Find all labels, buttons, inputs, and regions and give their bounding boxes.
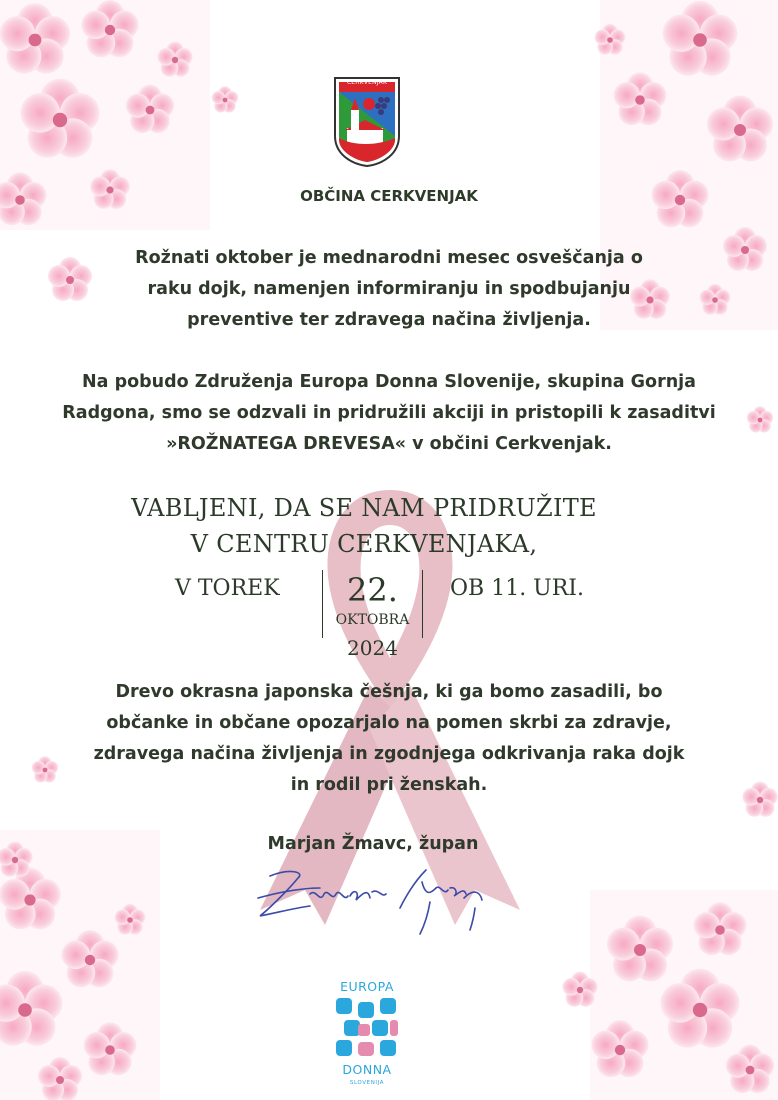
closing-line: in rodil pri ženskah. (290, 775, 488, 795)
europa-donna-logo-bottom-text: DONNA (342, 1062, 392, 1077)
closing-paragraph (40, 677, 738, 801)
initiative-line: Na pobudo Združenja Europa Donna Slovenije, skupina Gornja (82, 372, 696, 392)
intro-line: Rožnati oktober je mednarodni mesec osveščanja o (135, 248, 643, 268)
intro-line: preventive ter zdravega načina življenja. (187, 310, 591, 330)
europa-donna-logo-top-text: EUROPA (340, 979, 394, 994)
event-time: OB 11. URI. (450, 576, 584, 601)
event-weekday: V TOREK (175, 576, 280, 601)
invitation-location: V CENTRU CERKVENJAKA, (190, 530, 538, 558)
signer-name: Marjan Žmavc, župan (267, 834, 479, 854)
europa-donna-logo-subtitle: SLOVENIJA (349, 1080, 385, 1086)
initiative-line: »ROŽNATEGA DREVESA« v občini Cerkvenjak. (166, 434, 612, 454)
closing-line: občanke in občane opozarjalo na pomen skrbi za zdravje, (106, 713, 672, 733)
cerkvenjak-coat-of-arms-icon (333, 76, 401, 168)
intro-line: raku dojk, namenjen informiranju in spodbujanju (147, 279, 631, 299)
intro-paragraph (40, 243, 738, 336)
closing-line: zdravega načina življenja in zgodnjega odkrivanja raka dojk (93, 744, 685, 764)
europa-donna-logo-icon (330, 976, 404, 1096)
event-day: 22. (347, 571, 398, 609)
municipality-title: OBČINA CERKVENJAK (300, 187, 478, 205)
handwritten-signature (250, 858, 490, 938)
event-year: 2024 (347, 636, 398, 660)
initiative-line: Radgona, smo se odzvali in pridružili akciji in pristopili k zasaditvi (62, 403, 716, 423)
event-month: OKTOBRA (335, 612, 410, 628)
date-divider-right (422, 570, 423, 638)
closing-line: Drevo okrasna japonska češnja, ki ga bomo zasadili, bo (115, 682, 663, 702)
invitation-heading: VABLJENI, DA SE NAM PRIDRUŽITE (131, 494, 597, 522)
initiative-paragraph (40, 367, 738, 460)
crest-label: CERKVENJAK (346, 79, 388, 86)
